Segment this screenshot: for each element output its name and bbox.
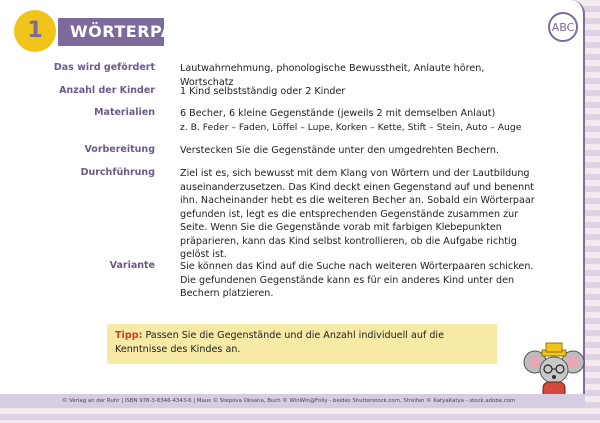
abc-badge-icon: ABC: [548, 12, 578, 42]
row-value: Lautwahrnehmung, phonologische Bewusstheit, Anlaute hören, Wortschatz: [180, 63, 485, 88]
row-value: [180, 107, 535, 134]
row-label: Variante: [109, 260, 155, 271]
page-title: WÖRTERPAARE: [58, 18, 164, 46]
tip-text: Passen Sie die Gegenstände und die Anzahl individuell auf die Kenntnisse des Kindes an.: [115, 330, 445, 355]
row-value: Ziel ist es, sich bewusst mit dem Klang von Wörtern und der Lautbildung auseinanderzusetzen. Das Kind deckt einen Gegenstand auf und benennt ihn. Nacheinander hebt es die weiteren Becher an. Sobald ein Wörterpaar gefunden ist, legt es die entsprechenden Gegenstände zusammen zur Seite. Wenn Sie die Gegenstände vorab mit farbigen Klebepunkten präparieren, kann das Kind selbst kontrollieren, ob die Aufgabe richtig gelöst ist.: [180, 168, 535, 260]
number-badge: 1: [14, 10, 56, 52]
footer-credits: © Verlag an der Ruhr | ISBN 978-3-8346-4343-6 | Maus © Stepova Oksana, Buch © WinWin@Folly - beides Shutterstock.com, Streifen © KatyaKatya - stock.adobe.com: [0, 394, 585, 408]
row-label: Das wird gefördert: [53, 62, 155, 73]
tip-label: Tipp:: [115, 330, 143, 341]
materials-examples: z. B. Feder – Faden, Löffel – Lupe, Korken – Kette, Stift – Stein, Auto – Auge: [180, 121, 522, 133]
row-value: Sie können das Kind auf die Suche nach weiteren Wörterpaaren schicken. Die gefundenen Gegenstände kann es für ein anderes Kind unter den Bechern platzieren.: [180, 261, 534, 299]
row-value: 1 Kind selbstständig oder 2 Kinder: [180, 86, 346, 97]
row-value: Verstecken Sie die Gegenstände unter den umgedrehten Bechern.: [180, 145, 500, 156]
tip-box: [107, 324, 497, 364]
row-label: Anzahl der Kinder: [59, 85, 155, 96]
materials-line: 6 Becher, 6 kleine Gegenstände (jeweils 2 mit demselben Anlaut): [180, 108, 496, 119]
row-label: Durchführung: [80, 167, 155, 178]
row-label: Materialien: [94, 107, 155, 118]
row-label: Vorbereitung: [84, 144, 155, 155]
